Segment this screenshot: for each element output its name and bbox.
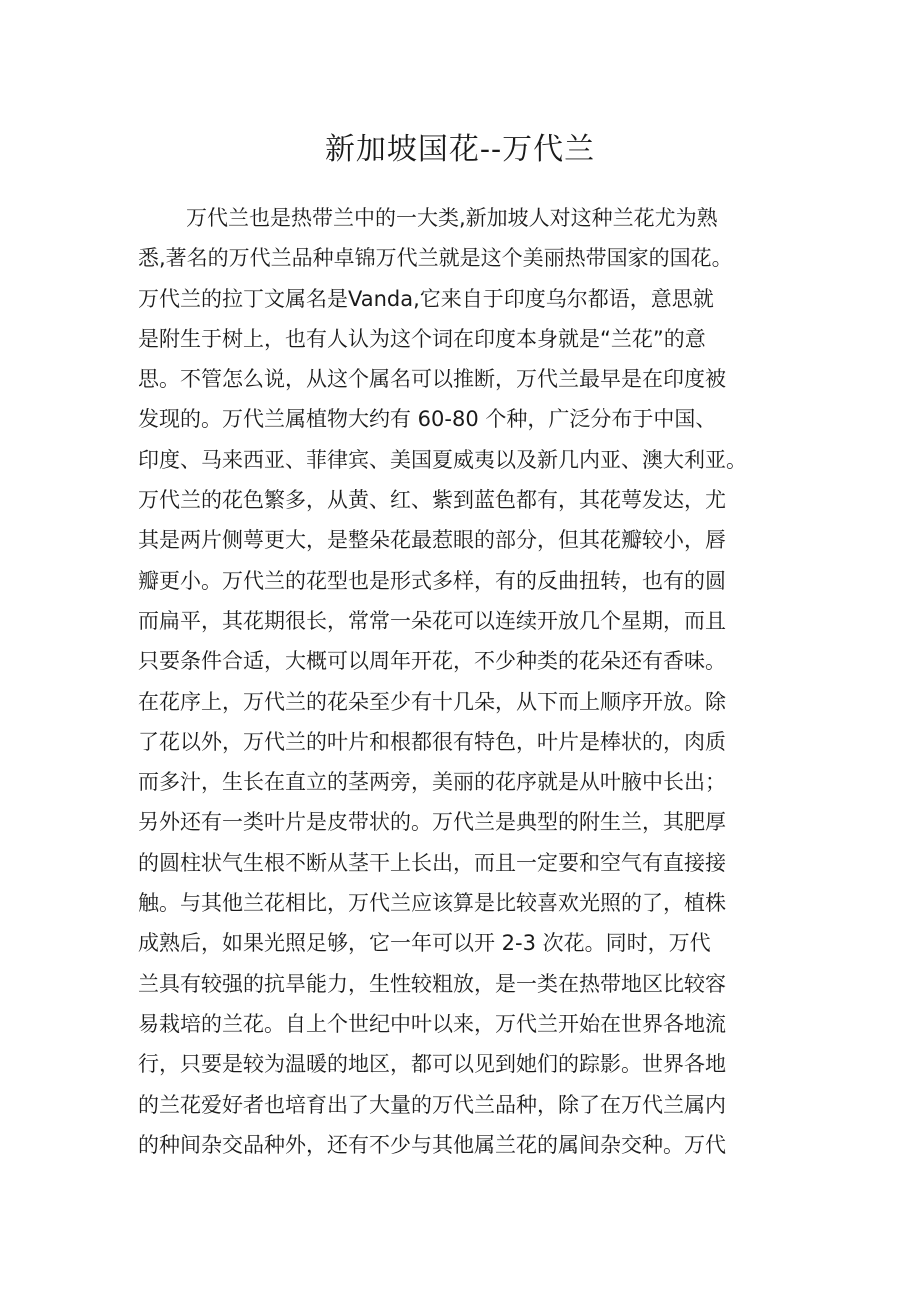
paragraph-line-5: 思。不管怎么说，从这个属名可以推断，万代兰最早是在印度被: [138, 367, 726, 392]
paragraph-line-13: 在花序上，万代兰的花朵至少有十几朵，从下而上顺序开放。除: [138, 689, 726, 714]
paragraph-line-1: 万代兰也是热带兰中的一大类,新加坡人对这种兰花尤为熟: [186, 206, 718, 230]
paragraph-line-4: 是附生于树上，也有人认为这个词在印度本身就是“兰花”的意: [138, 326, 706, 351]
paragraph-line-20: 兰具有较强的抗旱能力，生性较粗放，是一类在热带地区比较容: [138, 971, 726, 996]
paragraph-line-15: 而多汁，生长在直立的茎两旁，美丽的花序就是从叶腋中长出；: [138, 770, 726, 795]
paragraph-line-14: 了花以外，万代兰的叶片和根都很有特色，叶片是棒状的，肉质: [138, 729, 726, 754]
paragraph-line-11: 而扁平，其花期很长，常常一朵花可以连续开放几个星期，而且: [138, 608, 726, 633]
paragraph-line-7: 印度、马来西亚、菲律宾、美国夏威夷以及新几内亚、澳大利亚。: [138, 447, 747, 472]
paragraph-line-23: 的兰花爱好者也培育出了大量的万代兰品种，除了在万代兰属内: [138, 1092, 726, 1117]
paragraph-line-6: 发现的。万代兰属植物大约有 60-80 个种，广泛分布于中国、: [138, 407, 717, 432]
body-paragraph: [138, 198, 788, 1165]
paragraph-line-9: 其是两片侧萼更大，是整朵花最惹眼的部分，但其花瓣较小，唇: [138, 528, 726, 553]
paragraph-line-24: 的种间杂交品种外，还有不少与其他属兰花的属间杂交种。万代: [138, 1132, 726, 1157]
paragraph-line-10: 瓣更小。万代兰的花型也是形式多样，有的反曲扭转，也有的圆: [138, 568, 726, 593]
paragraph-line-3: 万代兰的拉丁文属名是Vanda,它来自于印度乌尔都语，意思就: [138, 286, 714, 311]
paragraph-line-2: 悉,著名的万代兰品种卓锦万代兰就是这个美丽热带国家的国花。: [138, 246, 733, 271]
paragraph-line-21: 易栽培的兰花。自上个世纪中叶以来，万代兰开始在世界各地流: [138, 1011, 726, 1036]
page-title: 新加坡国花--万代兰: [324, 132, 596, 167]
paragraph-line-18: 触。与其他兰花相比，万代兰应该算是比较喜欢光照的了，植株: [138, 891, 726, 916]
paragraph-line-17: 的圆柱状气生根不断从茎干上长出，而且一定要和空气有直接接: [138, 850, 726, 875]
paragraph-line-12: 只要条件合适，大概可以周年开花，不少种类的花朵还有香味。: [138, 649, 726, 674]
paragraph-line-22: 行，只要是较为温暖的地区，都可以见到她们的踪影。世界各地: [138, 1052, 726, 1077]
paragraph-line-8: 万代兰的花色繁多，从黄、红、紫到蓝色都有，其花萼发达，尤: [138, 488, 726, 513]
paragraph-line-19: 成熟后，如果光照足够，它一年可以开 2-3 次花。同时，万代: [138, 931, 711, 956]
paragraph-line-16: 另外还有一类叶片是皮带状的。万代兰是典型的附生兰，其肥厚: [138, 810, 726, 835]
